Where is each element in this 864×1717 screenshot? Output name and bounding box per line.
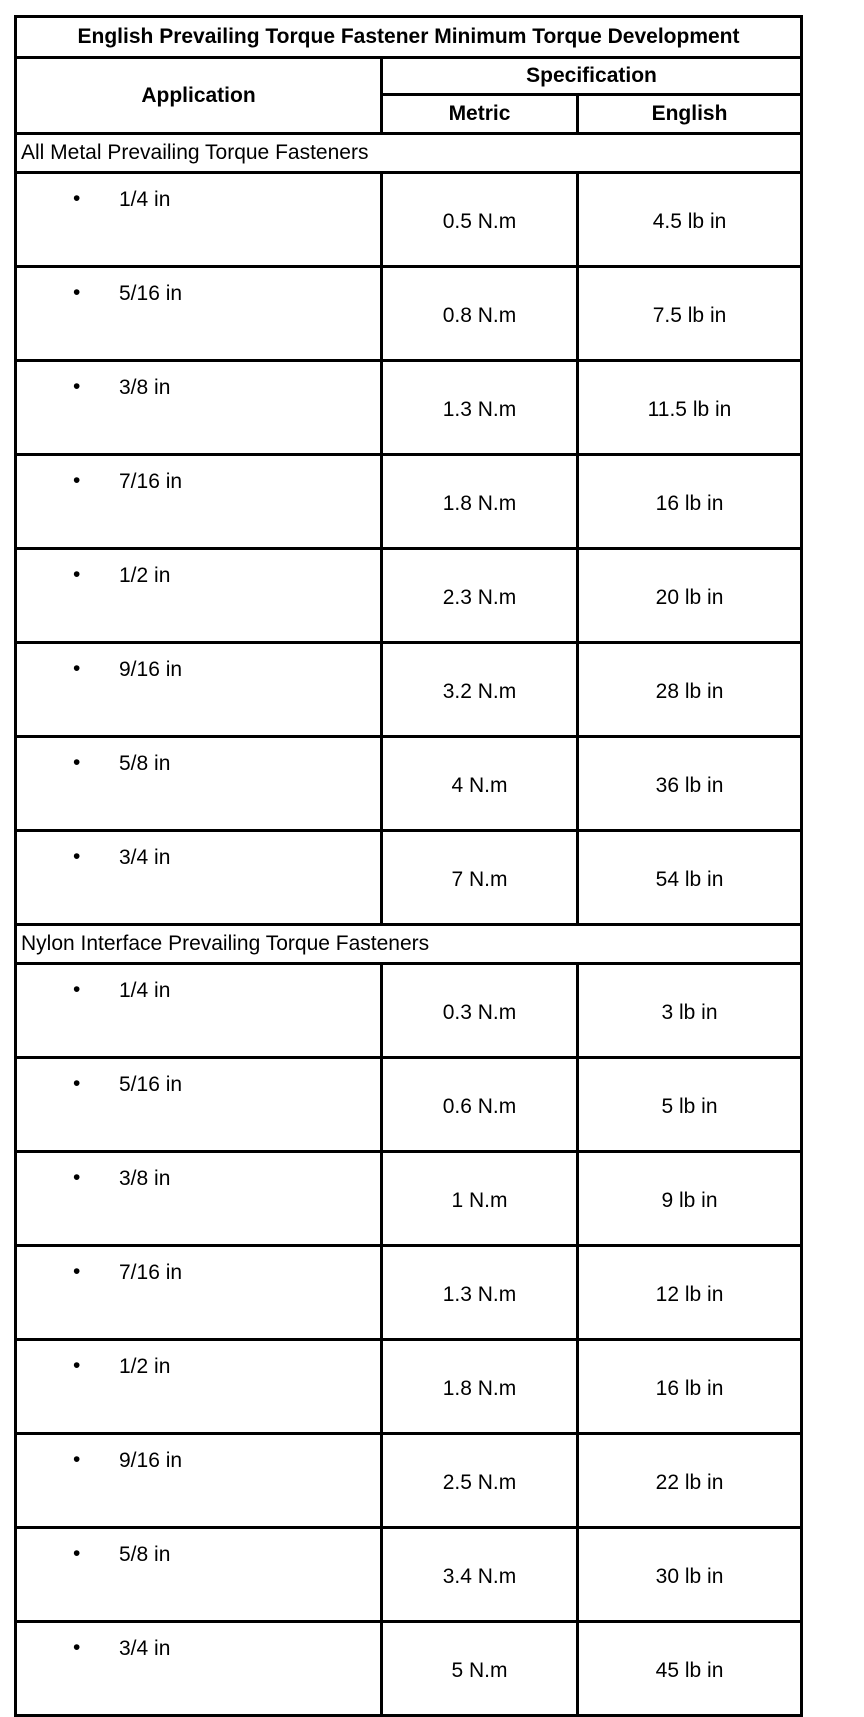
header-english: English <box>578 95 802 134</box>
table-row <box>16 643 802 737</box>
metric-value: 1.3 N.m <box>382 361 578 455</box>
table-row <box>16 361 802 455</box>
application-cell <box>16 964 382 1058</box>
bullet-icon: • <box>73 563 81 586</box>
fastener-size: 9/16 in <box>119 658 183 681</box>
english-value: 3 lb in <box>578 964 802 1058</box>
bullet-icon: • <box>73 375 81 398</box>
metric-value: 1.8 N.m <box>382 455 578 549</box>
table-row <box>16 1528 802 1622</box>
application-cell <box>16 361 382 455</box>
application-cell <box>16 1246 382 1340</box>
table-row <box>16 1246 802 1340</box>
bullet-icon: • <box>73 187 81 210</box>
fastener-size: 3/4 in <box>119 1637 171 1660</box>
fastener-size: 1/2 in <box>119 1355 171 1378</box>
bullet-icon: • <box>73 1448 81 1471</box>
english-value: 30 lb in <box>578 1528 802 1622</box>
metric-value: 1 N.m <box>382 1152 578 1246</box>
fastener-size: 5/8 in <box>119 752 171 775</box>
application-cell <box>16 1152 382 1246</box>
fastener-size: 5/8 in <box>119 1543 171 1566</box>
fastener-size: 7/16 in <box>119 470 183 493</box>
english-value: 20 lb in <box>578 549 802 643</box>
application-cell <box>16 1434 382 1528</box>
torque-spec-table <box>14 15 800 1717</box>
fastener-size: 5/16 in <box>119 282 183 305</box>
torque-table <box>14 15 803 1717</box>
metric-value: 0.6 N.m <box>382 1058 578 1152</box>
english-value: 36 lb in <box>578 737 802 831</box>
metric-value: 4 N.m <box>382 737 578 831</box>
bullet-icon: • <box>73 978 81 1001</box>
application-cell <box>16 549 382 643</box>
bullet-icon: • <box>73 1636 81 1659</box>
table-row <box>16 1058 802 1152</box>
header-application: Application <box>16 58 382 134</box>
english-value: 16 lb in <box>578 1340 802 1434</box>
application-cell <box>16 643 382 737</box>
english-value: 28 lb in <box>578 643 802 737</box>
table-row <box>16 831 802 925</box>
table-row <box>16 267 802 361</box>
table-row <box>16 1434 802 1528</box>
fastener-size: 3/4 in <box>119 846 171 869</box>
bullet-icon: • <box>73 1166 81 1189</box>
metric-value: 1.8 N.m <box>382 1340 578 1434</box>
english-value: 5 lb in <box>578 1058 802 1152</box>
table-row <box>16 1622 802 1716</box>
metric-value: 0.5 N.m <box>382 173 578 267</box>
metric-value: 3.4 N.m <box>382 1528 578 1622</box>
application-cell <box>16 1528 382 1622</box>
fastener-size: 1/2 in <box>119 564 171 587</box>
english-value: 54 lb in <box>578 831 802 925</box>
fastener-size: 3/8 in <box>119 376 171 399</box>
table-row <box>16 173 802 267</box>
table-row <box>16 737 802 831</box>
metric-value: 0.3 N.m <box>382 964 578 1058</box>
table-row <box>16 455 802 549</box>
table-row <box>16 1340 802 1434</box>
header-metric: Metric <box>382 95 578 134</box>
section-label: Nylon Interface Prevailing Torque Fasteners <box>16 925 802 964</box>
metric-value: 5 N.m <box>382 1622 578 1716</box>
table-row <box>16 549 802 643</box>
application-cell <box>16 1340 382 1434</box>
table-body <box>16 134 802 1716</box>
application-cell <box>16 831 382 925</box>
bullet-icon: • <box>73 1260 81 1283</box>
english-value: 12 lb in <box>578 1246 802 1340</box>
bullet-icon: • <box>73 1072 81 1095</box>
application-cell <box>16 1622 382 1716</box>
fastener-size: 7/16 in <box>119 1261 183 1284</box>
metric-value: 0.8 N.m <box>382 267 578 361</box>
bullet-icon: • <box>73 657 81 680</box>
metric-value: 1.3 N.m <box>382 1246 578 1340</box>
english-value: 9 lb in <box>578 1152 802 1246</box>
metric-value: 2.5 N.m <box>382 1434 578 1528</box>
application-cell <box>16 173 382 267</box>
fastener-size: 3/8 in <box>119 1167 171 1190</box>
metric-value: 2.3 N.m <box>382 549 578 643</box>
bullet-icon: • <box>73 281 81 304</box>
application-cell <box>16 1058 382 1152</box>
metric-value: 3.2 N.m <box>382 643 578 737</box>
table-title: English Prevailing Torque Fastener Minimum Torque Development <box>16 17 802 58</box>
bullet-icon: • <box>73 1354 81 1377</box>
fastener-size: 1/4 in <box>119 188 171 211</box>
english-value: 16 lb in <box>578 455 802 549</box>
application-cell <box>16 737 382 831</box>
section-label: All Metal Prevailing Torque Fasteners <box>16 134 802 173</box>
application-cell <box>16 455 382 549</box>
header-specification: Specification <box>382 58 802 95</box>
section-row <box>16 925 802 964</box>
bullet-icon: • <box>73 845 81 868</box>
fastener-size: 9/16 in <box>119 1449 183 1472</box>
bullet-icon: • <box>73 1542 81 1565</box>
english-value: 4.5 lb in <box>578 173 802 267</box>
application-cell <box>16 267 382 361</box>
metric-value: 7 N.m <box>382 831 578 925</box>
table-row <box>16 1152 802 1246</box>
section-row <box>16 134 802 173</box>
bullet-icon: • <box>73 469 81 492</box>
english-value: 45 lb in <box>578 1622 802 1716</box>
fastener-size: 5/16 in <box>119 1073 183 1096</box>
english-value: 22 lb in <box>578 1434 802 1528</box>
bullet-icon: • <box>73 751 81 774</box>
fastener-size: 1/4 in <box>119 979 171 1002</box>
english-value: 7.5 lb in <box>578 267 802 361</box>
english-value: 11.5 lb in <box>578 361 802 455</box>
table-row <box>16 964 802 1058</box>
